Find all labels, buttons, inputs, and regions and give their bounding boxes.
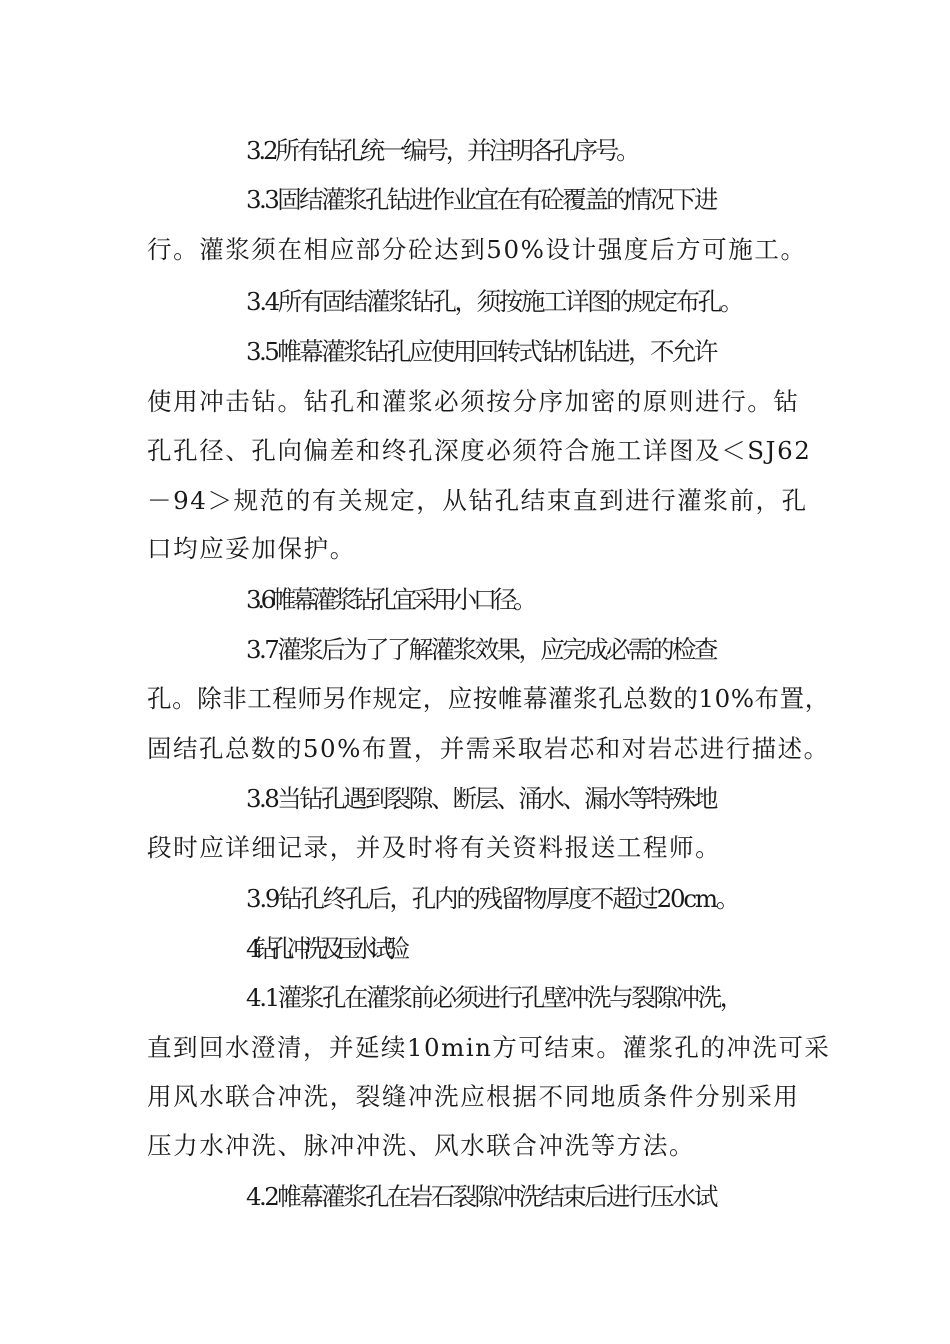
line-3-8-start: 3.8当钻孔遇到裂隙、断层、涌水、漏水等特殊地 <box>246 784 716 813</box>
line-3-5-cont-2: 孔孔径、孔向偏差和终孔深度必须符合施工详图及＜SJ62 <box>147 436 812 465</box>
line-4-1-start: 4.1灌浆孔在灌浆前必须进行孔壁冲洗与裂隙冲洗， <box>246 983 742 1012</box>
line-4-1-cont-1: 直到回水澄清，并延续10min方可结束。灌浆孔的冲洗可采 <box>147 1033 831 1062</box>
line-3-8-cont: 段时应详细记录，并及时将有关资料报送工程师。 <box>147 833 722 862</box>
line-3-9: 3.9钻孔终孔后，孔内的残留物厚度不超过20cm。 <box>246 884 739 913</box>
line-3-7-cont-1: 孔。除非工程师另作规定，应按帷幕灌浆孔总数的10%布置， <box>147 684 830 713</box>
line-3-3-cont: 行。灌浆须在相应部分砼达到50%设计强度后方可施工。 <box>147 235 807 264</box>
line-3-7-start: 3.7灌浆后为了了解灌浆效果，应完成必需的检查 <box>246 635 716 664</box>
line-4-1-cont-2: 用风水联合冲洗，裂缝冲洗应根据不同地质条件分别采用 <box>147 1082 800 1111</box>
line-3-5-cont-3: －94＞规范的有关规定，从钻孔结束直到进行灌浆前，孔 <box>147 486 808 515</box>
line-3-6: 3.6帷幕灌浆钻孔宜采用小口径。 <box>246 585 534 614</box>
line-3-3-start: 3.3固结灌浆孔钻进作业宜在有砼覆盖的情况下进 <box>246 185 716 214</box>
line-3-4: 3.4所有固结灌浆钻孔，须按施工详图的规定布孔。 <box>246 287 742 316</box>
line-3-5-cont-1: 使用冲击钻。钻孔和灌浆必须按分序加密的原则进行。钻 <box>147 387 800 416</box>
line-3-2: 3.2所有钻孔统一编号，并注明各孔序号。 <box>246 136 638 165</box>
line-3-7-cont-2: 固结孔总数的50%布置，并需采取岩芯和对岩芯进行描述。 <box>147 734 830 763</box>
line-4-1-cont-3: 压力水冲洗、脉冲冲洗、风水联合冲洗等方法。 <box>147 1131 696 1160</box>
line-3-5-cont-4: 口均应妥加保护。 <box>147 534 356 563</box>
line-3-5-start: 3.5帷幕灌浆钻孔应使用回转式钻机钻进，不允许 <box>246 337 716 366</box>
line-4-2-start: 4.2帷幕灌浆孔在岩石裂隙冲洗结束后进行压水试 <box>246 1182 716 1211</box>
section-heading-4: 4钻孔冲洗及压水试验 <box>246 934 403 963</box>
